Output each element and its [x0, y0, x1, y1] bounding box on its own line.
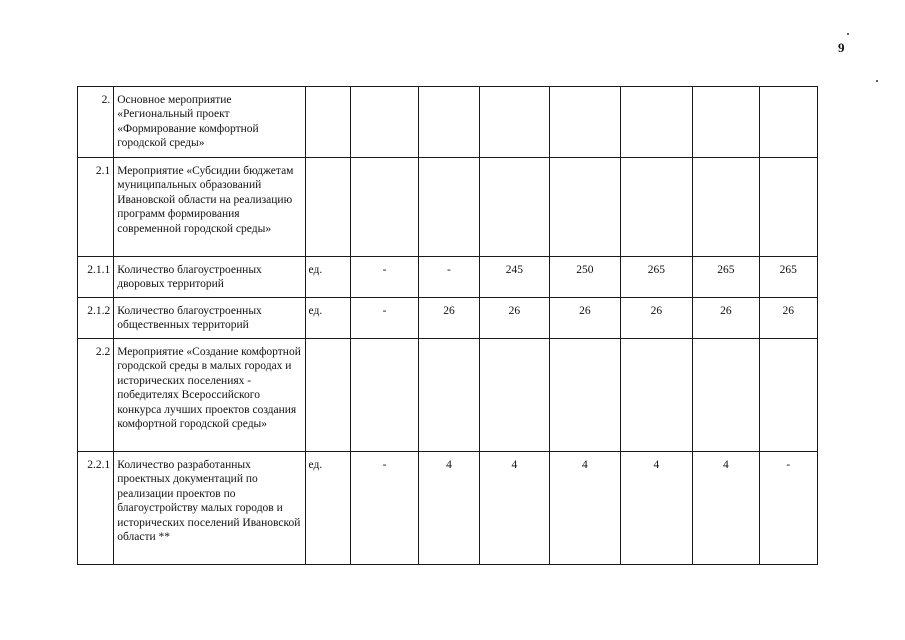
- row-name: Количество благоустроенных дворовых территорий: [114, 257, 305, 298]
- page-number: 9: [838, 40, 845, 55]
- table-row: [78, 452, 818, 565]
- value-cell: [550, 87, 620, 158]
- value-cell: [479, 158, 549, 257]
- value-cell: 26: [759, 298, 817, 339]
- value-cell: -: [419, 257, 479, 298]
- table-row: [78, 339, 818, 452]
- row-number: 2.1.2: [78, 298, 114, 339]
- row-name: Количество разработанных проектных документаций по реализации проектов по благоустройству малых городов и исторических поселений Ивановской области **: [114, 452, 305, 565]
- table-row: [78, 87, 818, 158]
- value-cell: [419, 339, 479, 452]
- row-name: Основное мероприятие «Региональный проект «Формирование комфортной городской среды»: [114, 87, 305, 158]
- row-unit: ед.: [305, 298, 350, 339]
- row-unit: ед.: [305, 257, 350, 298]
- value-cell: [620, 87, 692, 158]
- value-cell: [620, 158, 692, 257]
- value-cell: [620, 339, 692, 452]
- value-cell: 250: [550, 257, 620, 298]
- row-number: 2.1.1: [78, 257, 114, 298]
- row-number: 2.2.1: [78, 452, 114, 565]
- value-cell: -: [350, 298, 418, 339]
- row-unit: [305, 158, 350, 257]
- value-cell: 26: [620, 298, 692, 339]
- value-cell: [693, 158, 759, 257]
- value-cell: 245: [479, 257, 549, 298]
- value-cell: 4: [693, 452, 759, 565]
- value-cell: 265: [693, 257, 759, 298]
- value-cell: [350, 87, 418, 158]
- value-cell: 26: [419, 298, 479, 339]
- value-cell: -: [350, 257, 418, 298]
- value-cell: 4: [479, 452, 549, 565]
- table-row: [78, 158, 818, 257]
- row-number: 2.: [78, 87, 114, 158]
- value-cell: 265: [759, 257, 817, 298]
- value-cell: 26: [479, 298, 549, 339]
- value-cell: [759, 158, 817, 257]
- value-cell: [419, 158, 479, 257]
- value-cell: [693, 339, 759, 452]
- value-cell: 265: [620, 257, 692, 298]
- value-cell: [479, 87, 549, 158]
- value-cell: 26: [550, 298, 620, 339]
- row-unit: [305, 87, 350, 158]
- row-unit: ед.: [305, 452, 350, 565]
- value-cell: [759, 87, 817, 158]
- table-row: [78, 257, 818, 298]
- value-cell: [419, 87, 479, 158]
- value-cell: -: [350, 452, 418, 565]
- value-cell: [693, 87, 759, 158]
- value-cell: 4: [419, 452, 479, 565]
- row-name: Мероприятие «Субсидии бюджетам муниципальных образований Ивановской области на реализацию программ формирования современной городской среды»: [114, 158, 305, 257]
- value-cell: [550, 339, 620, 452]
- value-cell: [759, 339, 817, 452]
- row-number: 2.2: [78, 339, 114, 452]
- value-cell: 4: [620, 452, 692, 565]
- row-number: 2.1: [78, 158, 114, 257]
- row-name: Количество благоустроенных общественных территорий: [114, 298, 305, 339]
- value-cell: [550, 158, 620, 257]
- value-cell: [350, 339, 418, 452]
- row-name: Мероприятие «Создание комфортной городской среды в малых городах и исторических поселениях - победителях Всероссийского конкурса лучших проектов создания комфортной городской среды»: [114, 339, 305, 452]
- value-cell: -: [759, 452, 817, 565]
- indicators-table: [77, 86, 818, 565]
- value-cell: 26: [693, 298, 759, 339]
- value-cell: [350, 158, 418, 257]
- scan-speck: [876, 80, 878, 82]
- value-cell: [479, 339, 549, 452]
- row-unit: [305, 339, 350, 452]
- scan-speck: [847, 33, 849, 35]
- table-row: [78, 298, 818, 339]
- value-cell: 4: [550, 452, 620, 565]
